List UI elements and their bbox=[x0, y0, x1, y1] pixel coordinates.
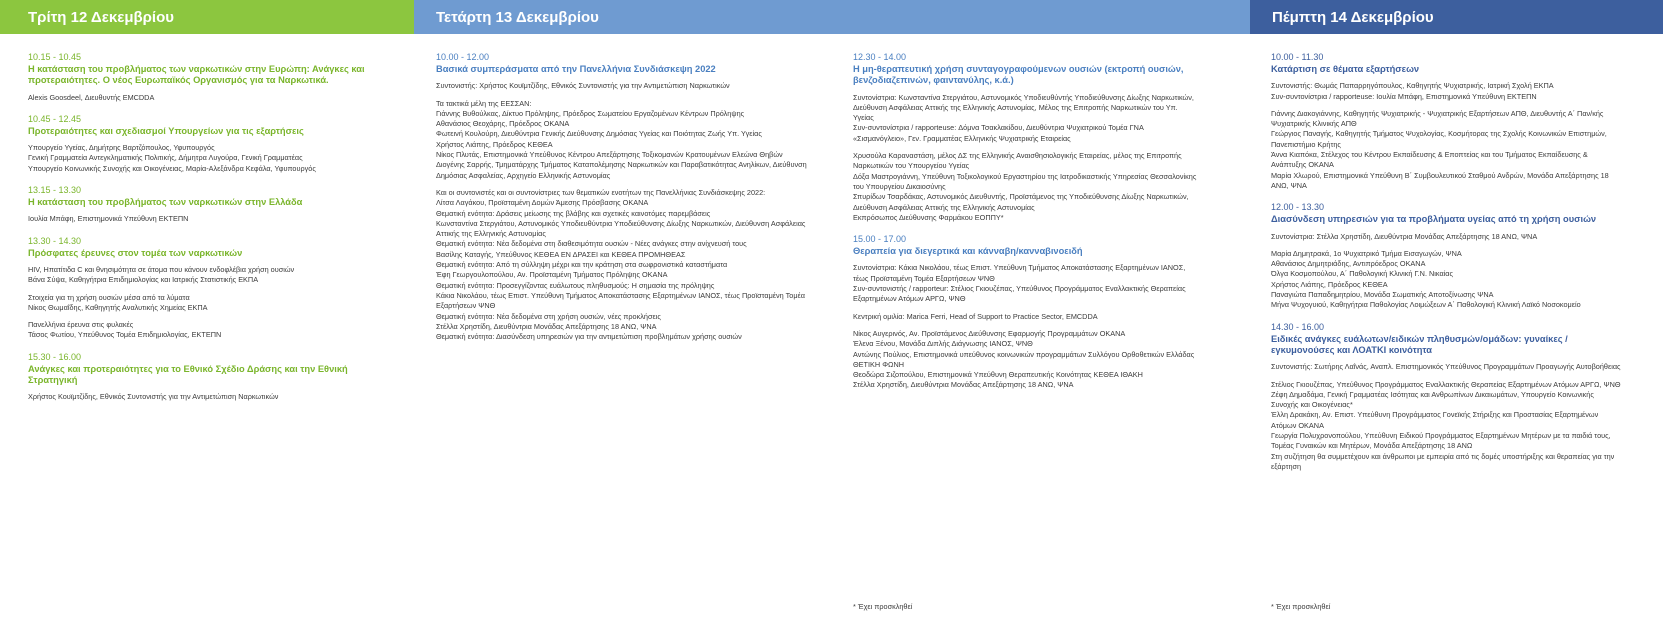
session-block bbox=[1271, 322, 1623, 473]
session-line: Νίκος Αυγερινός, Αν. Προϊστάμενος Διεύθυνσης Εφαρμογής Προγραμμάτων ΟΚΑΝΑ bbox=[853, 328, 1126, 338]
session-line: Ιουλία Μπάφη, Επιστημονικά Υπεύθυνη ΕΚΤΕΠΝ bbox=[28, 214, 189, 224]
session-line: Συν-συντονίστρια / rapporteuse: Ιουλία Μπάφη, Επιστημονικά Υπεύθυνη ΕΚΤΕΠΝ bbox=[1271, 91, 1537, 101]
session-time: 10.15 - 10.45 bbox=[28, 52, 82, 62]
session-line: Alexis Goosdeel, Διευθυντής EMCDDA bbox=[28, 92, 155, 102]
session-line: Κεντρική ομιλία: Marica Ferri, Head of Support to Practice Sector, EMCDDA bbox=[853, 311, 1098, 321]
session-line: Υπουργείο Κοινωνικής Συνοχής και Οικογένειας, Μαρία-Αλεξάνδρα Κεφάλα, Υφυπουργός bbox=[28, 163, 316, 173]
session-line: Συντονίστρια: Στέλλα Χρηστίδη, Διευθύντρια Μονάδας Απεξάρτησης 18 ΑΝΩ, ΨΝΑ bbox=[1271, 231, 1538, 241]
header-tuesday bbox=[0, 0, 414, 34]
session-line: Υπουργείο Υγείας, Δημήτρης Βαρτζόπουλος, Υφυπουργός bbox=[28, 143, 215, 153]
session-block bbox=[1271, 202, 1623, 310]
session-line: Συντονιστής: Χρήστος Κουϊμτζίδης, Εθνικός Συντονιστής για την Αντιμετώπιση Ναρκωτικών bbox=[436, 81, 730, 91]
session-title: Η κατάσταση του προβλήματος των ναρκωτικών στην Ευρώπη: Ανάγκες και προτεραιότητες. Ο νέος Ευρωπαϊκός Οργανισμός για τα Ναρκωτικά. bbox=[28, 64, 365, 86]
session-line: Συν-συντονίστρια / rapporteuse: Δόμνα Τσακλακίδου, Διευθύντρια Ψυχιατρικού Τομέα ΓΝΑ «Σισμανόγλειο», Γεν. Γραμματέας Ελληνικής Ψυχιατρικής Εταιρείας bbox=[853, 123, 1144, 143]
session-line: Συντονίστρια: Κωνσταντίνα Στεργιάτου, Αστυνομικός Υποδιευθύντής Υποδιεύθυνσης Δίωξης Ναρκωτικών, Διεύθυνση Ασφάλειας Αττικής της Ελληνικής Αστυνομίας, Μέλος της Επιτροπής Ναρκωτικών του Υπ. Υγείας bbox=[853, 92, 1194, 123]
header-wednesday bbox=[414, 0, 1250, 34]
footnote-wednesday: * Έχει προσκληθεί bbox=[853, 602, 913, 611]
session-line: Χρήστος Κουϊμτζίδης, Εθνικός Συντονιστής για την Αντιμετώπιση Ναρκωτικών bbox=[28, 392, 279, 402]
session-line: Βασίλης Καταγής, Υπεύθυνος ΚΕΘΕΑ ΕΝ ΔΡΑΣΕΙ και ΚΕΘΕΑ ΠΡΟΜΗΘΕΑΣ bbox=[436, 249, 686, 259]
session-block bbox=[853, 52, 1198, 223]
session-line: Τάσος Φωτίου, Υπεύθυνος Τομέα Επιδημιολογίας, ΕΚΤΕΠΝ bbox=[28, 330, 222, 340]
session-line: Νίκος Πλυτάς, Επιστημονικά Υπεύθυνος Κέντρου Απεξάρτησης Τοξικομανών Κρατουμένων Ελεώνα Θηβών bbox=[436, 150, 783, 160]
column-wednesday-left bbox=[436, 52, 816, 353]
session-block bbox=[28, 52, 373, 103]
session-time: 13.30 - 14.30 bbox=[28, 235, 82, 246]
session-line: Έφη Γεωργουλοπούλου, Αν. Προϊσταμένη Τμήματος Πρόληψης ΟΚΑΝΑ bbox=[436, 270, 668, 280]
session-line: Λίτσα Λαγάκου, Προϊσταμένη Δομών Άμεσης Πρόσβασης ΟΚΑΝΑ bbox=[436, 198, 649, 208]
session-time: 10.00 - 12.00 bbox=[436, 52, 490, 62]
session-line: Θεοδώρα Σιζοπούλου, Επιστημονικά Υπεύθυνη Θεραπευτικής Κοινότητας ΚΕΘΕΑ ΙΘΑΚΗ bbox=[853, 370, 1143, 380]
session-line: Στέλλα Χρηστίδη, Διευθύντρια Μονάδας Απεξάρτησης 18 ΑΝΩ, ΨΝΑ bbox=[436, 321, 657, 331]
session-time: 14.30 - 16.00 bbox=[1271, 321, 1325, 332]
session-line: Θεματική ενότητα: Διασύνδεση υπηρεσιών για την αντιμετώπιση προβλημάτων χρήσης ουσιών bbox=[436, 332, 742, 342]
session-line: Συντονίστρια: Κάκια Νικολάου, τέως Επιστ. Υπεύθυνη Τμήματος Αποκατάστασης Εξαρτημένων ΙΑΝΟΣ, τέως Προϊσταμένη Τομέα Εξαρτήσεων ΨΝΘ bbox=[853, 263, 1186, 283]
spacer bbox=[853, 322, 1198, 329]
session-title: Κατάρτιση σε θέματα εξαρτήσεων bbox=[1271, 64, 1420, 74]
session-time: 15.00 - 17.00 bbox=[853, 234, 907, 245]
session-line: Θεματική ενότητα: Από τη σύλληψη μέχρι και την κράτηση στα σωφρονιστικά καταστήματα bbox=[436, 260, 728, 270]
session-title: Ειδικές ανάγκες ευάλωτων/ειδικών πληθυσμών/ομάδων: γυναίκες / εγκυμονούσες και ΛΟΑΤΚΙ κοινότητα bbox=[1271, 333, 1568, 355]
session-line: Άννα Κιαπόκα, Στέλεχος του Κέντρου Εκπαίδευσης & Εποπτείας και του Τμήματος Εκπαίδευσης & Ανάπτυξης ΟΚΑΝΑ bbox=[1271, 150, 1588, 170]
session-title: Η κατάσταση του προβλήματος των ναρκωτικών στην Ελλάδα bbox=[28, 197, 303, 208]
session-line: Συντονιστής: Σωτήρης Λαΐνάς, Αναπλ. Επιστημονικός Υπεύθυνος Προγραμμάτων Προαγωγής Αυτοβοήθειας bbox=[1271, 362, 1621, 372]
session-line: Και οι συντονιστές και οι συντονίστριες των θεματικών ενοτήτων της Πανελλήνιας Συνδιάσκεψης 2022: bbox=[436, 187, 766, 197]
session-title: Η μη-θεραπευτική χρήση συνταγογραφούμενων ουσιών (εκτροπή ουσιών, βενζοδιαζεπινών, φαιντανύλης, κ.ά.) bbox=[853, 64, 1184, 86]
session-line: Γιάννης Βυθούλκας, Δίκτυο Πρόληψης, Πρόεδρος Σωματείου Εργαζομένων Κέντρων Πρόληψης bbox=[436, 108, 745, 118]
session-line: Ζέφη Δημαδάμα, Γενική Γραμματέας Ισότητας και Ανθρωπίνων Δικαιωμάτων, Υπουργείο Κοινωνικής Συνοχής και Οικογένειας* bbox=[1271, 389, 1594, 410]
session-title: Βασικά συμπεράσματα από την Πανελλήνια Συνδιάσκεψη 2022 bbox=[436, 64, 716, 74]
session-time: 15.30 - 16.00 bbox=[28, 351, 82, 362]
session-line: Κωνσταντίνα Στεργιάτου, Αστυνομικός Υποδιευθύντρια Υποδιεύθυνσης Δίωξης Ναρκωτικών, Διεύθυνση Ασφάλειας Αττικής της Ελληνικής Αστυνομίας bbox=[436, 218, 806, 239]
session-line: Μαρία Χλωρού, Επιστημονικά Υπεύθυνη Β΄ Συμβουλευτικού Σταθμού Ανδρών, Μονάδα Απεξάρτησης 18 ΑΝΩ, ΨΝΑ bbox=[1271, 170, 1609, 190]
session-line: Κάκια Νικολάου, τέως Επιστ. Υπεύθυνη Τμήματος Αποκατάστασης Εξαρτημένων ΙΑΝΟΣ, τέως Προϊσταμένη Τομέα Εξαρτήσεων ΨΝΘ bbox=[436, 290, 806, 311]
session-line: Θεματική ενότητα: Νέα δεδομένα στη διαθεσιμότητα ουσιών - Νέες ανάγκες στην ανίχνευσή τους bbox=[436, 239, 747, 249]
session-line: Διογένης Σαρρής, Τμηματάρχης Τμήματος Καταπολέμησης Ναρκωτικών και Παραβατικότητας Ανηλίκων, Διεύθυνση Δημόσιας Ασφαλείας, Αρχηγείο Ελληνικής Αστυνομίας bbox=[436, 160, 807, 180]
session-line: Παναγιώτα Παπαδημητρίου, Μονάδα Σωματικής Αποτοξίνωσης ΨΝΑ bbox=[1271, 290, 1494, 300]
footnote-thursday: * Έχει προσκληθεί bbox=[1271, 602, 1331, 611]
session-line: Πανελλήνια έρευνα στις φυλακές bbox=[28, 320, 134, 330]
session-line: Γεώργιος Παναγής, Καθηγητής Τμήματος Ψυχολογίας, Κοσμήτορας της Σχολής Κοινωνικών Επιστημών, Πανεπιστήμιο Κρήτης bbox=[1271, 129, 1607, 149]
session-line: Θεματική ενότητα: Νέα δεδομένα στη χρήση ουσιών, νέες προκλήσεις bbox=[436, 311, 661, 321]
session-line: Έλενα Ξένου, Μονάδα Διπλής Διάγνωσης ΙΑΝΟΣ, ΨΝΘ bbox=[853, 339, 1033, 349]
session-line: Θεματική ενότητα: Προσεγγίζοντας ευάλωτους πληθυσμούς: Η σημασία της πρόληψης bbox=[436, 280, 715, 290]
session-line: Εκπρόσωπος Διεύθυνσης Φαρμάκου ΕΟΠΠΥ* bbox=[853, 212, 1004, 222]
session-line: Έλλη Δρακάκη, Αν. Επιστ. Υπεύθυνη Προγράμματος Γονεϊκής Στήριξης και Προστασίας Εξαρτημένων Ατόμων ΟΚΑΝΑ bbox=[1271, 410, 1599, 430]
session-line: Μήνα Ψυχογυιού, Καθηγήτρια Παθολογίας Λοιμώξεων Α΄ Παθολογική Κλινική Λαϊκό Νοσοκομείο bbox=[1271, 300, 1581, 310]
session-line: Συντονιστής: Θωμάς Παπαρρηγόπουλος, Καθηγητής Ψυχιατρικής, Ιατρική Σχολή ΕΚΠΑ bbox=[1271, 81, 1554, 91]
spacer bbox=[436, 92, 816, 99]
session-line: HIV, Ηπατίτιδα C και θνησιμότητα σε άτομα που κάνουν ενδοφλέβια χρήση ουσιών bbox=[28, 264, 295, 274]
session-block bbox=[1271, 52, 1623, 191]
session-line: Χρυσούλα Καραναστάση, μέλος ΔΣ της Ελληνικής Αναισθησιολογικής Εταιρείας, μέλος της Επιτροπής Ναρκωτικών του Υπουργείου Υγείας bbox=[853, 151, 1182, 171]
spacer bbox=[1271, 373, 1623, 380]
session-title: Ανάγκες και προτεραιότητες για το Εθνικό Σχέδιο Δράσης και την Εθνική Στρατηγική bbox=[28, 363, 348, 386]
session-line: Στέλλα Χρηστίδη, Διευθύντρια Μονάδας Απεξάρτησης 18 ΑΝΩ, ΨΝΑ bbox=[853, 380, 1074, 390]
session-line: Αθανάσιος Θεοχάρης, Πρόεδρος ΟΚΑΝΑ bbox=[436, 119, 570, 129]
session-line: Στοιχεία για τη χρήση ουσιών μέσα από τα λύματα bbox=[28, 292, 190, 302]
session-line: Βάνα Σύψα, Καθηγήτρια Επιδημιολογίας και Ιατρικής Στατιστικής ΕΚΠΑ bbox=[28, 275, 259, 285]
session-time: 13.15 - 13.30 bbox=[28, 185, 82, 196]
header-thursday bbox=[1250, 0, 1663, 34]
column-wednesday-right bbox=[853, 52, 1198, 402]
session-block bbox=[28, 185, 373, 225]
session-block bbox=[853, 234, 1198, 391]
session-line: Χρήστος Λιάπης, Πρόεδρος ΚΕΘΕΑ bbox=[1271, 279, 1388, 289]
session-title: Διασύνδεση υπηρεσιών για τα προβλήματα υγείας από τη χρήση ουσιών bbox=[1271, 214, 1597, 225]
session-block bbox=[28, 352, 373, 403]
session-line: Όλγα Κοσμοπούλου, Α΄ Παθολογική Κλινική Γ.Ν. Νικαίας bbox=[1271, 269, 1454, 279]
session-title: Θεραπεία για διεγερτικά και κάνναβη/κανναβινοειδή bbox=[853, 246, 1083, 257]
session-time: 10.45 - 12.45 bbox=[28, 113, 82, 124]
session-line: Θεματική ενότητα: Δράσεις μείωσης της βλάβης και σχετικές καινοτόμες παρεμβάσεις bbox=[436, 208, 711, 218]
session-line: Φωτεινή Κουλούρη, Διευθύντρια Γενικής Διεύθυνσης Δημόσιας Υγείας και Ποιότητας Ζωής Υπ. Υγείας bbox=[436, 129, 762, 139]
session-block bbox=[28, 236, 373, 341]
session-line: Στη συζήτηση θα συμμετέχουν και άνθρωποι με εμπειρία από τις δομές υποστήριξης και θεραπείας για την εξάρτηση bbox=[1271, 451, 1615, 471]
header-thursday-label: Πέμπτη 14 Δεκεμβρίου bbox=[1272, 8, 1434, 26]
spacer bbox=[436, 181, 816, 188]
session-line: Αντώνης Πούλιος, Επιστημονικά υπεύθυνος κοινωνικών προγραμμάτων Συλλόγου Ορθοθετικών Ελλάδας ΘΕΤΙΚΗ ΦΩΝΗ bbox=[853, 349, 1195, 369]
session-block bbox=[28, 114, 373, 174]
spacer bbox=[28, 313, 373, 320]
session-line: Γιάννης Διακογιάννης, Καθηγητής Ψυχιατρικής - Ψυχιατρικής Εξαρτήσεων ΑΠΘ, Διευθυντής Α΄ Παν/κής Ψυχιατρικής Κλινικής ΑΠΘ bbox=[1271, 108, 1604, 129]
spacer bbox=[1271, 102, 1623, 109]
session-time: 12.30 - 14.00 bbox=[853, 52, 907, 62]
session-line: Χρήστος Λιάπης, Πρόεδρος ΚΕΘΕΑ bbox=[436, 139, 553, 149]
header-wednesday-label: Τετάρτη 13 Δεκεμβρίου bbox=[436, 8, 599, 26]
column-thursday bbox=[1271, 52, 1623, 483]
session-line: Στέλιος Γκιουζέπας, Υπεύθυνος Προγράμματος Εναλλακτικής Θεραπείας Εξαρτημένων Ατόμων ΑΡΓΩ, ΨΝΘ bbox=[1271, 379, 1621, 389]
spacer bbox=[1271, 242, 1623, 249]
session-line: Αθανάσιος Δημητριάδης, Αντιπρόεδρος ΟΚΑΝΑ bbox=[1271, 259, 1426, 269]
session-line: Γεωργία Πολυχρονοπούλου, Υπεύθυνη Ειδικού Προγράμματος Εξαρτημένων Μητέρων με τα παιδιά τους, Τομέας Γυναικών και Μητέρων, Μονάδα Απεξάρτησης 18 ΑΝΩ bbox=[1271, 431, 1611, 451]
session-title: Πρόσφατες έρευνες στον τομέα των ναρκωτικών bbox=[28, 247, 243, 258]
session-block bbox=[436, 52, 816, 342]
spacer bbox=[853, 305, 1198, 312]
session-line: Μαρία Δημητρακά, 1ο Ψυχιατρικό Τμήμα Εισαγωγών, ΨΝΑ bbox=[1271, 248, 1462, 258]
spacer bbox=[28, 286, 373, 293]
session-line: Γενική Γραμματεία Αντεγκληματικής Πολιτικής, Δήμητρα Λυγούρα, Γενική Γραμματέας bbox=[28, 153, 303, 163]
session-time: 12.00 - 13.30 bbox=[1271, 202, 1325, 213]
header-tuesday-label: Τρίτη 12 Δεκεμβρίου bbox=[28, 8, 174, 26]
session-title: Προτεραιότητες και σχεδιασμοί Υπουργείων για τις εξαρτήσεις bbox=[28, 125, 304, 136]
session-time: 10.00 - 11.30 bbox=[1271, 52, 1324, 62]
session-line: Νίκος Θωμαΐδης, Καθηγητής Αναλυτικής Χημείας ΕΚΠΑ bbox=[28, 302, 208, 312]
column-tuesday bbox=[28, 52, 373, 414]
spacer bbox=[853, 144, 1198, 151]
session-line: Συν-συντονιστής / rapporteur: Στέλιος Γκιουζέπας, Υπεύθυνος Προγράμματος Εναλλακτικής Θεραπείας Εξαρτημένων Ατόμων ΑΡΓΩ, ΨΝΘ bbox=[853, 284, 1186, 304]
session-line: Τα τακτικά μέλη της ΕΕΣΣΑΝ: bbox=[436, 98, 532, 108]
session-line: Δόξα Μαστρογιάννη, Υπεύθυνη Τοξικολογικού Εργαστηρίου της Ιατροδικαστικής Υπηρεσίας Θεσσαλονίκης του Υπουργείου Δικαιοσύνης bbox=[853, 171, 1197, 191]
session-line: Σπυρίδων Τσαρδάκας, Αστυνομικός Διευθυντής, Προϊστάμενος της Υποδιεύθυνσης Δίωξης Ναρκωτικών, Διεύθυνση Ασφάλειας Αττικής της Ελληνικής Αστυνομίας bbox=[853, 192, 1189, 212]
